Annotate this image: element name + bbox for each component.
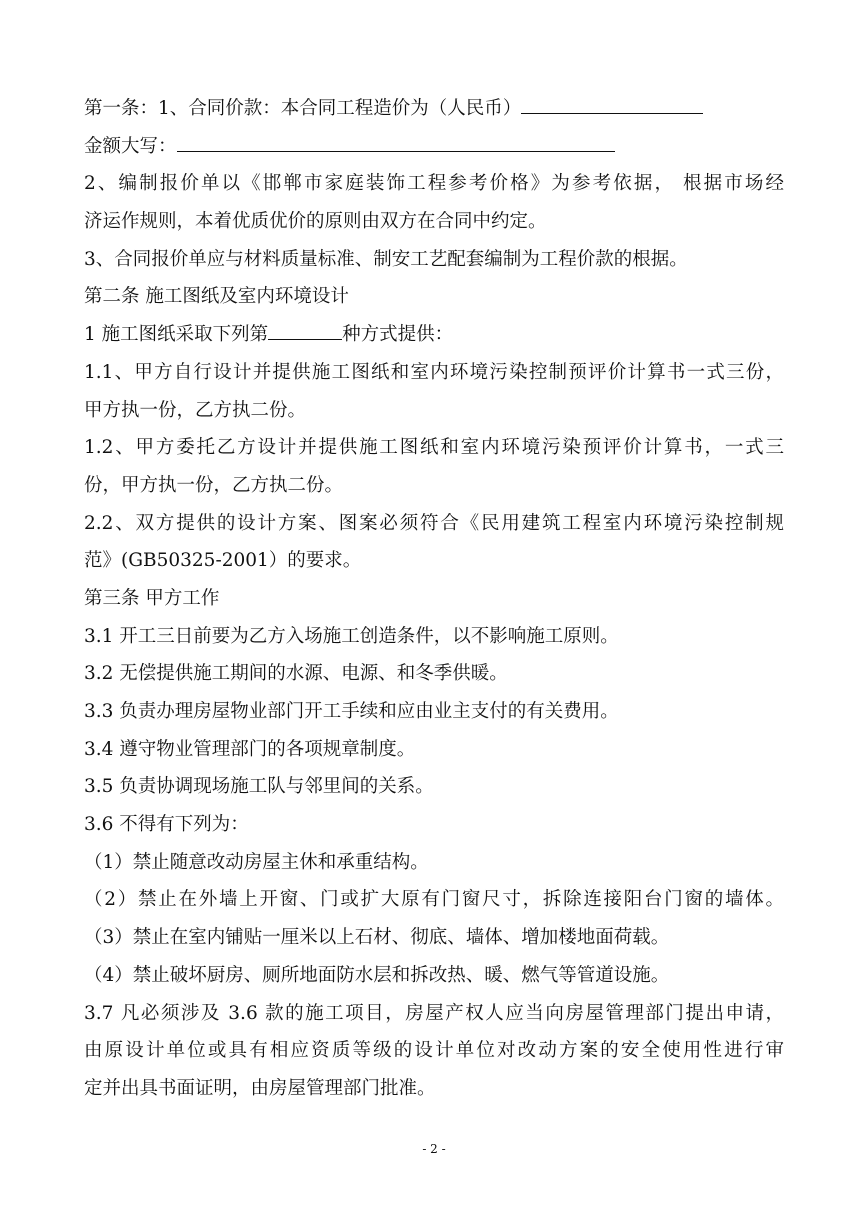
contract-body [84, 90, 784, 1108]
price-amount-blank [521, 95, 703, 114]
clause-item: 3.7 凡必须涉及 3.6 款的施工项目，房屋产权人应当向房屋管理部门提出申请， [84, 1002, 784, 1024]
paragraph-line: 甲方执一份，乙方执二份。 [84, 399, 307, 421]
article-3-heading: 第三条 甲方工作 [84, 587, 220, 609]
page-number: - 2 - [422, 1142, 446, 1156]
drawing-method-line [84, 316, 784, 354]
paragraph-line: 2.2、双方提供的设计方案、图案必须符合《民用建筑工程室内环境污染控制规 [84, 512, 784, 534]
prohibition-item: （4）禁止破坏厨房、厕所地面防水层和拆改热、暖、燃气等管道设施。 [84, 964, 670, 986]
paragraph-line: 3、合同报价单应与材料质量标准、制安工艺配套编制为工程价款的根据。 [84, 248, 688, 270]
paragraph-line: 济运作规则，本着优质优价的原则由双方在合同中约定。 [84, 211, 547, 233]
paragraph-line: 1.1、甲方自行设计并提供施工图纸和室内环境污染控制预评价计算书一式三份， [84, 361, 784, 383]
prohibition-item: （2）禁止在外墙上开窗、门或扩大原有门窗尺寸，拆除连接阳台门窗的墙体。 [84, 889, 784, 911]
drawing-method-blank [268, 321, 342, 340]
prohibition-item: （1）禁止随意改动房屋主休和承重结构。 [84, 851, 429, 873]
paragraph-line: 由原设计单位或具有相应资质等级的设计单位对改动方案的安全使用性进行审 [84, 1040, 784, 1062]
drawing-method-text: 1 施工图纸采取下列第 [84, 324, 269, 346]
article-2-heading: 第二条 施工图纸及室内环境设计 [84, 286, 349, 308]
prohibition-item: （3）禁止在室内铺贴一厘米以上石材、彻底、墙体、增加楼地面荷载。 [84, 927, 670, 949]
clause-item: 3.1 开工三日前要为乙方入场施工创造条件，以不影响施工原则。 [84, 625, 619, 647]
paragraph-line: 定并出具书面证明，由房屋管理部门批准。 [84, 1077, 436, 1099]
clause-item: 3.4 遵守物业管理部门的各项规章制度。 [84, 738, 416, 760]
amount-in-words-line [84, 128, 784, 166]
clause-item: 3.2 无偿提供施工期间的水源、电源、和冬季供暖。 [84, 663, 508, 685]
clause-item: 3.3 负责办理房屋物业部门开工手续和应由业主支付的有关费用。 [84, 701, 619, 722]
paragraph-line: 1.2、甲方委托乙方设计并提供施工图纸和室内环境污染预评价计算书，一式三 [84, 437, 784, 459]
paragraph-line: 份，甲方执一份，乙方执二份。 [84, 474, 344, 496]
clause-item: 3.6 不得有下列为： [84, 814, 249, 836]
clause-item: 3.5 负责协调现场施工队与邻里间的关系。 [84, 776, 434, 798]
article-1-price-line [84, 90, 784, 128]
paragraph-line: 2、编制报价单以《邯郸市家庭装饰工程参考价格》为参考依据， 根据市场经 [84, 173, 784, 195]
article-1-price-text: 第一条：1、合同价款：本合同工程造价为（人民币） [84, 98, 522, 119]
amount-in-words-blank [177, 133, 615, 152]
amount-in-words-label: 金额大写： [84, 135, 177, 157]
drawing-method-suffix: 种方式提供： [342, 324, 454, 346]
paragraph-line: 范》(GB50325-2001）的要求。 [84, 550, 362, 572]
